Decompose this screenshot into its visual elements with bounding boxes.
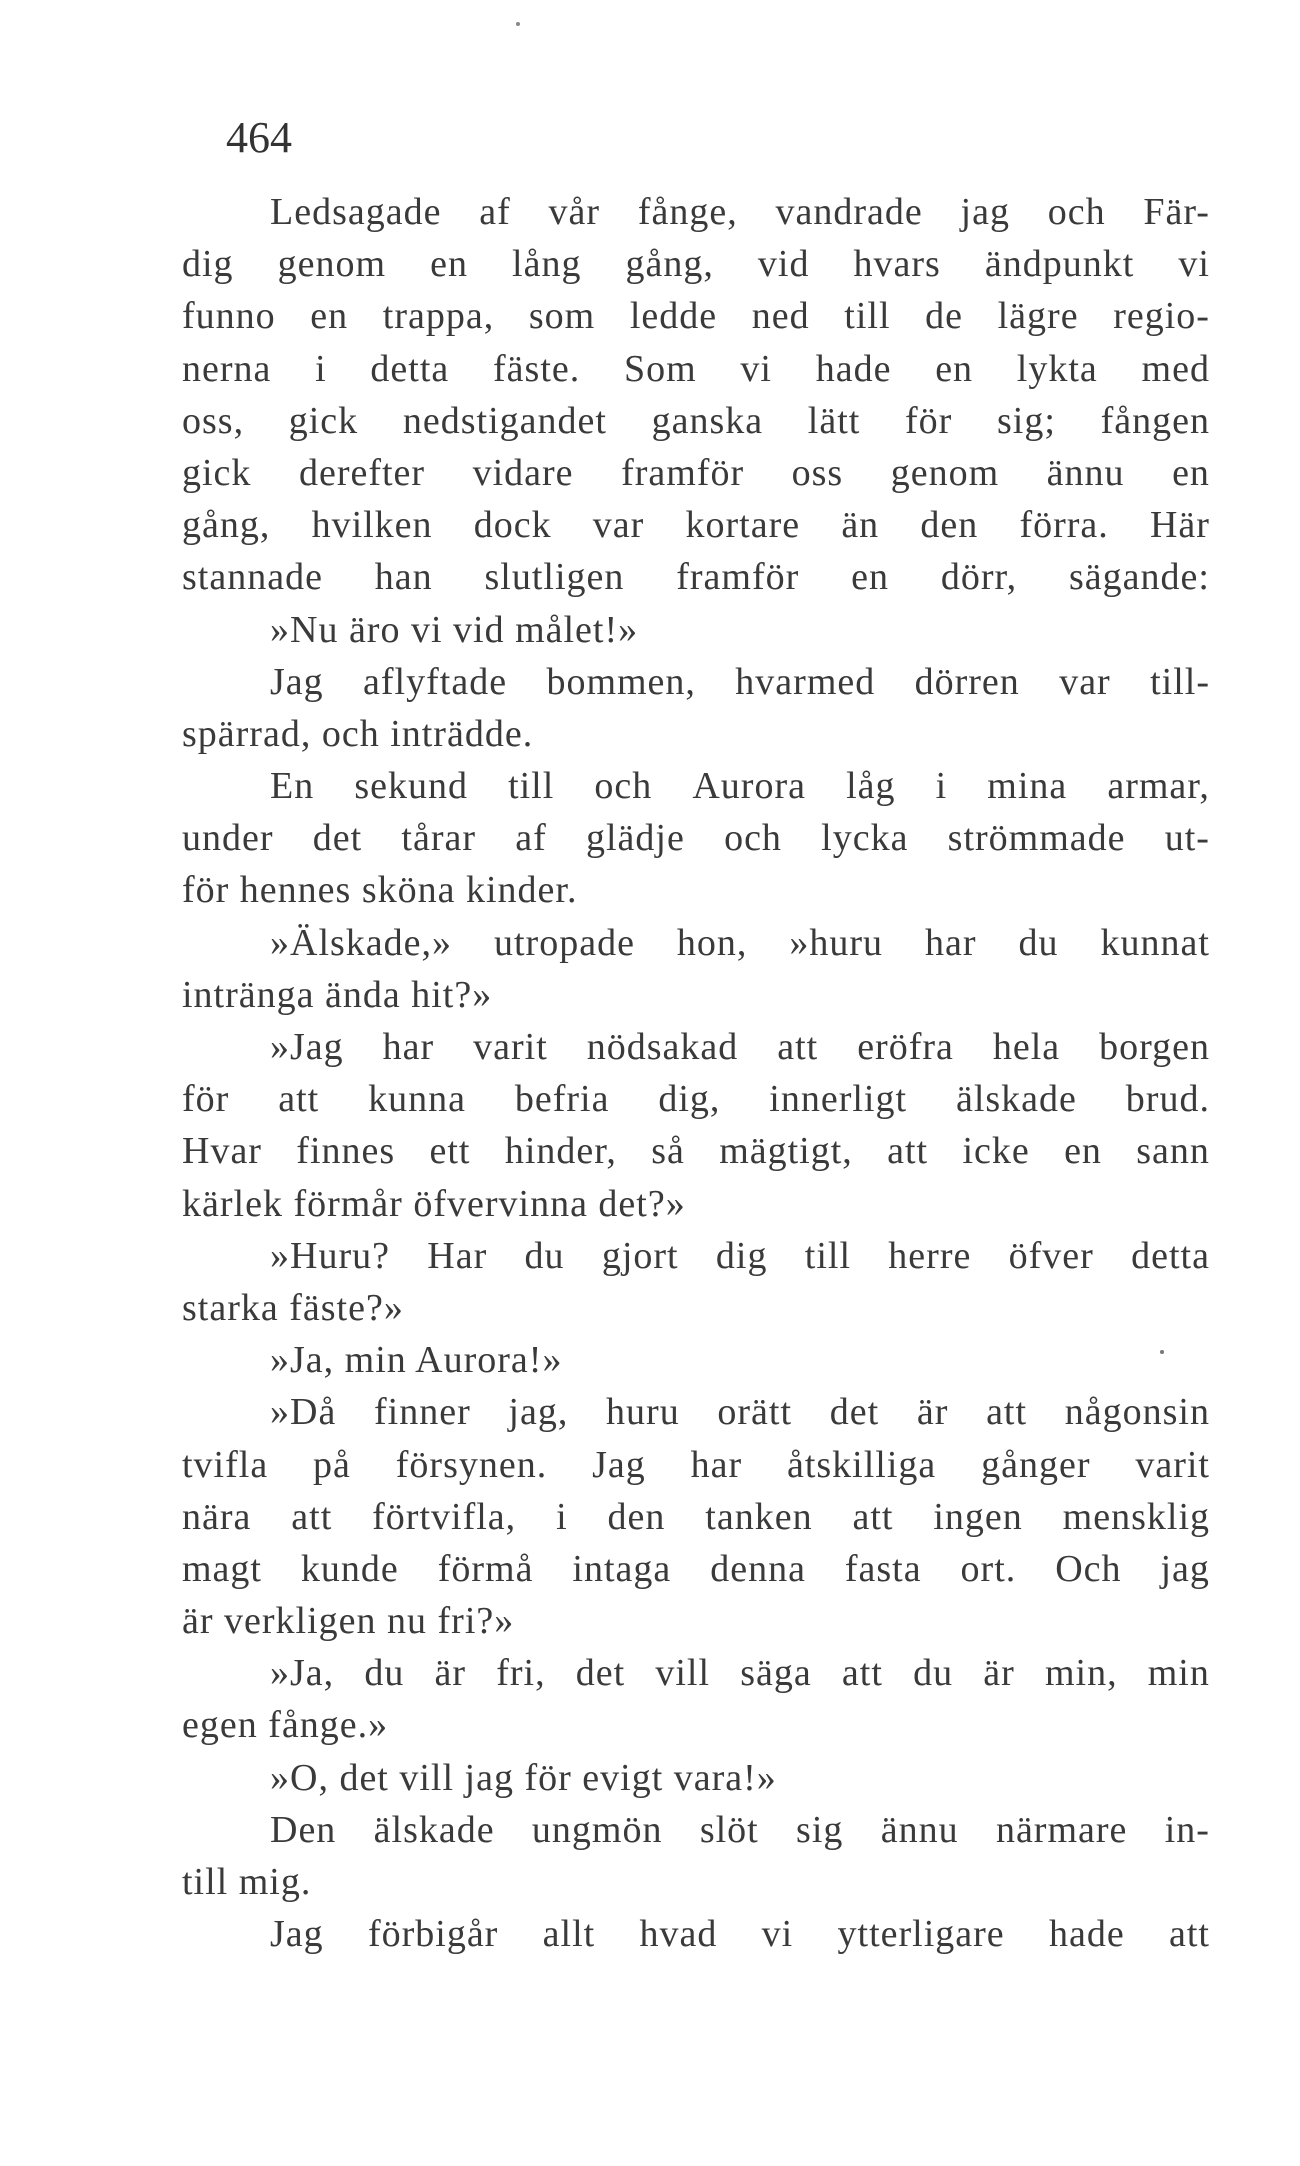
word: »Älskade,»	[270, 921, 453, 964]
word: ned	[751, 295, 810, 338]
word: »Ja,	[270, 1652, 335, 1695]
word: Här	[1149, 504, 1210, 547]
word: nära	[182, 1495, 252, 1538]
line-text: spärrad, och inträdde.	[182, 712, 534, 755]
word: försynen.	[395, 1443, 548, 1486]
text-line	[182, 656, 1210, 708]
line-text: kärlek förmår öfvervinna det?»	[182, 1182, 686, 1225]
word: sig;	[997, 399, 1056, 442]
word: jag	[960, 191, 1010, 233]
print-speck	[516, 22, 520, 26]
word: har	[925, 921, 977, 964]
word: armar,	[1107, 765, 1210, 808]
page-number: 464	[226, 113, 292, 162]
word: gjort	[601, 1234, 679, 1277]
word: allt	[542, 1913, 596, 1956]
text-line	[182, 395, 1210, 447]
word: Och	[1055, 1547, 1122, 1590]
word: glädje	[585, 817, 685, 860]
word: fri,	[496, 1652, 546, 1695]
word: vill	[655, 1652, 711, 1695]
word: nödsakad	[586, 1026, 739, 1068]
word: att	[887, 1130, 929, 1173]
word: kunnat	[1100, 921, 1210, 964]
word: hade	[815, 347, 892, 390]
word: vi	[761, 1913, 794, 1956]
word: hvad	[639, 1913, 718, 1956]
word: tanken	[705, 1495, 813, 1538]
word: derefter	[298, 451, 426, 494]
word: du	[913, 1652, 954, 1695]
text-line	[182, 760, 1210, 812]
word: till	[508, 765, 555, 808]
word: till	[804, 1234, 851, 1277]
text-line	[182, 1439, 1210, 1491]
word: en	[310, 295, 349, 338]
word: älskade	[955, 1078, 1077, 1121]
text-line	[182, 969, 1210, 1021]
word: En	[270, 765, 315, 808]
word: aflyftade	[363, 660, 508, 703]
line-text: »Nu äro vi vid målet!»	[270, 608, 639, 651]
word: framför	[621, 451, 745, 494]
word: öfver	[1008, 1234, 1094, 1277]
word: lätt	[807, 399, 861, 442]
word: ännu	[880, 1808, 959, 1851]
word: säga	[740, 1652, 812, 1695]
text-line	[182, 499, 1210, 551]
word: sig	[796, 1808, 844, 1851]
word: den	[920, 504, 979, 547]
text-line	[182, 186, 1210, 238]
word: är	[916, 1391, 949, 1434]
word: gång,	[182, 504, 271, 547]
text-line	[182, 1178, 1210, 1230]
word: dig	[182, 243, 234, 286]
word: magt	[182, 1547, 262, 1590]
word: nerna	[182, 347, 272, 390]
word: gick	[182, 451, 252, 494]
word: vidare	[472, 451, 574, 494]
word: lång	[512, 243, 582, 286]
word: är	[983, 1652, 1015, 1695]
word: vid	[757, 243, 810, 286]
word: dock	[473, 504, 552, 547]
word: du	[1018, 921, 1059, 964]
word: ledde	[629, 295, 718, 338]
word: af	[515, 817, 547, 860]
word: att	[841, 1652, 883, 1695]
word: ändpunkt	[984, 243, 1135, 286]
word: kortare	[685, 504, 801, 547]
word: du	[364, 1652, 405, 1695]
word: kunde	[300, 1547, 399, 1590]
text-line	[182, 1334, 1210, 1386]
word: vår	[548, 191, 601, 233]
word: en	[1172, 451, 1210, 494]
word: Den	[270, 1808, 337, 1851]
word: herre	[888, 1234, 972, 1277]
text-line	[182, 1595, 1210, 1647]
word: lägre	[997, 295, 1079, 338]
word: att	[852, 1495, 894, 1538]
text-line	[182, 812, 1210, 864]
word: förbigår	[367, 1913, 499, 1956]
word: ytterligare	[837, 1913, 1005, 1956]
word: huru	[606, 1391, 680, 1434]
word: ännu	[1046, 451, 1125, 494]
word: Ledsagade	[270, 191, 442, 233]
word: hela	[992, 1026, 1061, 1068]
word: det	[575, 1652, 626, 1695]
word: eröfra	[857, 1026, 954, 1068]
word: att	[1168, 1913, 1210, 1956]
word: till-	[1150, 660, 1210, 703]
word: min	[1147, 1652, 1210, 1695]
word: bommen,	[546, 660, 696, 703]
text-line	[182, 1908, 1210, 1960]
word: låg	[846, 765, 896, 808]
word: oss	[791, 451, 844, 494]
word: mägtigt,	[719, 1130, 853, 1173]
word: en	[430, 243, 468, 286]
word: förmå	[437, 1547, 534, 1590]
word: genom	[277, 243, 387, 286]
word: »Jag	[270, 1026, 344, 1068]
text-line	[182, 1804, 1210, 1856]
word: med	[1141, 347, 1210, 390]
text-line	[182, 1386, 1210, 1438]
word: har	[382, 1026, 435, 1068]
word: dörren	[914, 660, 1020, 703]
word: Som	[623, 347, 697, 390]
word: jag,	[508, 1391, 569, 1434]
word: och	[724, 817, 782, 860]
word: vandrade	[775, 191, 923, 233]
word: regio-	[1113, 295, 1210, 338]
word: och	[594, 765, 653, 808]
word: kunna	[368, 1078, 466, 1121]
word: vi	[1178, 243, 1210, 286]
text-line	[182, 708, 1210, 760]
word: för	[905, 399, 953, 442]
word: Hvar	[182, 1130, 262, 1173]
word: fasta	[844, 1547, 922, 1590]
word: denna	[710, 1547, 806, 1590]
line-text: för hennes sköna kinder.	[182, 869, 578, 912]
word: i	[315, 347, 327, 390]
word: på	[313, 1443, 351, 1486]
word: har	[690, 1443, 743, 1486]
text-line	[182, 1230, 1210, 1282]
text-line	[182, 917, 1210, 969]
word: och	[1047, 191, 1106, 233]
word: trappa,	[382, 295, 495, 338]
word: sägande:	[1069, 556, 1210, 599]
word: befria	[514, 1078, 610, 1121]
word: det	[829, 1391, 880, 1434]
word: en	[1064, 1130, 1102, 1173]
word: Har	[427, 1234, 488, 1277]
word: slutligen	[484, 556, 625, 599]
word: Jag	[270, 660, 324, 703]
word: nedstigandet	[402, 399, 607, 442]
word: hvars	[853, 243, 941, 286]
word: dörr,	[940, 556, 1018, 599]
word: för	[182, 1078, 230, 1121]
word: var	[1059, 660, 1111, 703]
word: ut-	[1164, 817, 1210, 860]
word: du	[524, 1234, 565, 1277]
word: mensklig	[1062, 1495, 1210, 1538]
word: gång,	[625, 243, 714, 286]
word: tvifla	[182, 1443, 269, 1486]
word: vi	[740, 347, 772, 390]
word: finnes	[296, 1130, 396, 1173]
text-line	[182, 604, 1210, 656]
text-line	[182, 1282, 1210, 1334]
word: lycka	[821, 817, 909, 860]
word: är	[434, 1652, 467, 1695]
word: genom	[890, 451, 1000, 494]
word: ort.	[960, 1547, 1017, 1590]
word: dig,	[658, 1078, 721, 1121]
line-text: »O, det vill jag för evigt vara!»	[270, 1756, 777, 1799]
word: Jag	[270, 1913, 324, 1956]
word: innerligt	[769, 1078, 908, 1121]
word: Fär-	[1143, 191, 1210, 233]
word: varit	[473, 1026, 548, 1068]
line-text: intränga ända hit?»	[182, 973, 493, 1016]
word: finner	[374, 1391, 471, 1434]
line-text: egen fånge.»	[182, 1704, 389, 1747]
word: »Då	[270, 1391, 337, 1434]
word: brud.	[1125, 1078, 1210, 1121]
word: borgen	[1099, 1026, 1210, 1068]
text-line	[182, 1647, 1210, 1699]
text-line	[182, 551, 1210, 603]
text-line	[182, 1125, 1210, 1177]
word: min,	[1044, 1652, 1118, 1695]
word: en	[851, 556, 890, 599]
word: in-	[1164, 1808, 1210, 1851]
word: intaga	[572, 1547, 672, 1590]
word: hvarmed	[735, 660, 876, 703]
word: Jag	[592, 1443, 646, 1486]
body-text	[182, 186, 1210, 1960]
text-line	[182, 343, 1210, 395]
word: under	[182, 817, 274, 860]
line-text: till mig.	[182, 1861, 312, 1903]
word: åtskilliga	[786, 1443, 937, 1486]
text-line	[182, 1491, 1210, 1543]
text-line	[182, 1073, 1210, 1125]
word: att	[986, 1391, 1028, 1434]
word: jag	[1160, 1547, 1210, 1590]
word: än	[841, 504, 880, 547]
text-line	[182, 447, 1210, 499]
word: ett	[429, 1130, 471, 1173]
word: ganska	[651, 399, 764, 442]
text-line	[182, 1543, 1210, 1595]
word: i	[556, 1495, 568, 1538]
word: förtvifla,	[372, 1495, 517, 1538]
word: stannade	[182, 556, 323, 599]
word: närmare	[995, 1808, 1128, 1851]
word: »Huru?	[270, 1234, 390, 1277]
word: lykta	[1016, 347, 1098, 390]
word: han	[374, 556, 433, 599]
word: de	[925, 295, 963, 338]
word: att	[278, 1078, 320, 1121]
word: gick	[288, 399, 359, 442]
word: slöt	[699, 1808, 759, 1851]
word: detta	[1131, 1234, 1210, 1277]
word: det	[312, 817, 363, 860]
word: en	[935, 347, 974, 390]
text-line	[182, 1752, 1210, 1804]
word: funno	[182, 295, 276, 338]
word: dig	[715, 1234, 768, 1277]
word: icke	[962, 1130, 1030, 1173]
word: oss,	[182, 399, 245, 442]
word: fånge,	[637, 191, 738, 233]
word: varit	[1135, 1443, 1210, 1486]
line-text: är verkligen nu fri?»	[182, 1600, 515, 1643]
word: så	[651, 1130, 685, 1173]
word: var	[592, 504, 645, 547]
word: älskade	[373, 1808, 495, 1851]
word: »huru	[789, 921, 884, 964]
word: någonsin	[1064, 1391, 1210, 1434]
text-line	[182, 1856, 1210, 1908]
word: förra.	[1019, 504, 1109, 547]
word: utropade	[494, 921, 635, 964]
word: ungmön	[531, 1808, 663, 1851]
line-text: starka fäste?»	[182, 1286, 404, 1329]
line-text: »Ja, min Aurora!»	[270, 1339, 563, 1382]
word: framför	[676, 556, 800, 599]
text-line	[182, 864, 1210, 916]
text-line	[182, 1699, 1210, 1751]
word: fäste.	[493, 347, 581, 390]
word: orätt	[717, 1391, 793, 1434]
word: detta	[370, 347, 450, 390]
text-line	[182, 290, 1210, 342]
word: som	[528, 295, 596, 338]
word: hade	[1048, 1913, 1125, 1956]
word: sann	[1136, 1130, 1210, 1173]
word: att	[291, 1495, 333, 1538]
word: till	[844, 295, 891, 338]
text-line	[182, 238, 1210, 290]
text-line	[182, 1021, 1210, 1073]
word: den	[607, 1495, 666, 1538]
word: hvilken	[311, 504, 433, 547]
word: sekund	[354, 765, 468, 808]
word: i	[935, 765, 948, 808]
word: att	[777, 1026, 819, 1068]
word: hinder,	[504, 1130, 617, 1173]
word: hon,	[676, 921, 748, 964]
word: tårar	[401, 817, 477, 860]
word: ingen	[933, 1495, 1023, 1538]
print-speck	[1160, 1350, 1164, 1354]
word: gånger	[981, 1443, 1091, 1486]
word: fången	[1100, 399, 1210, 442]
word: Aurora	[692, 765, 806, 808]
word: mina	[987, 765, 1068, 808]
word: af	[479, 191, 511, 233]
word: strömmade	[947, 817, 1126, 860]
